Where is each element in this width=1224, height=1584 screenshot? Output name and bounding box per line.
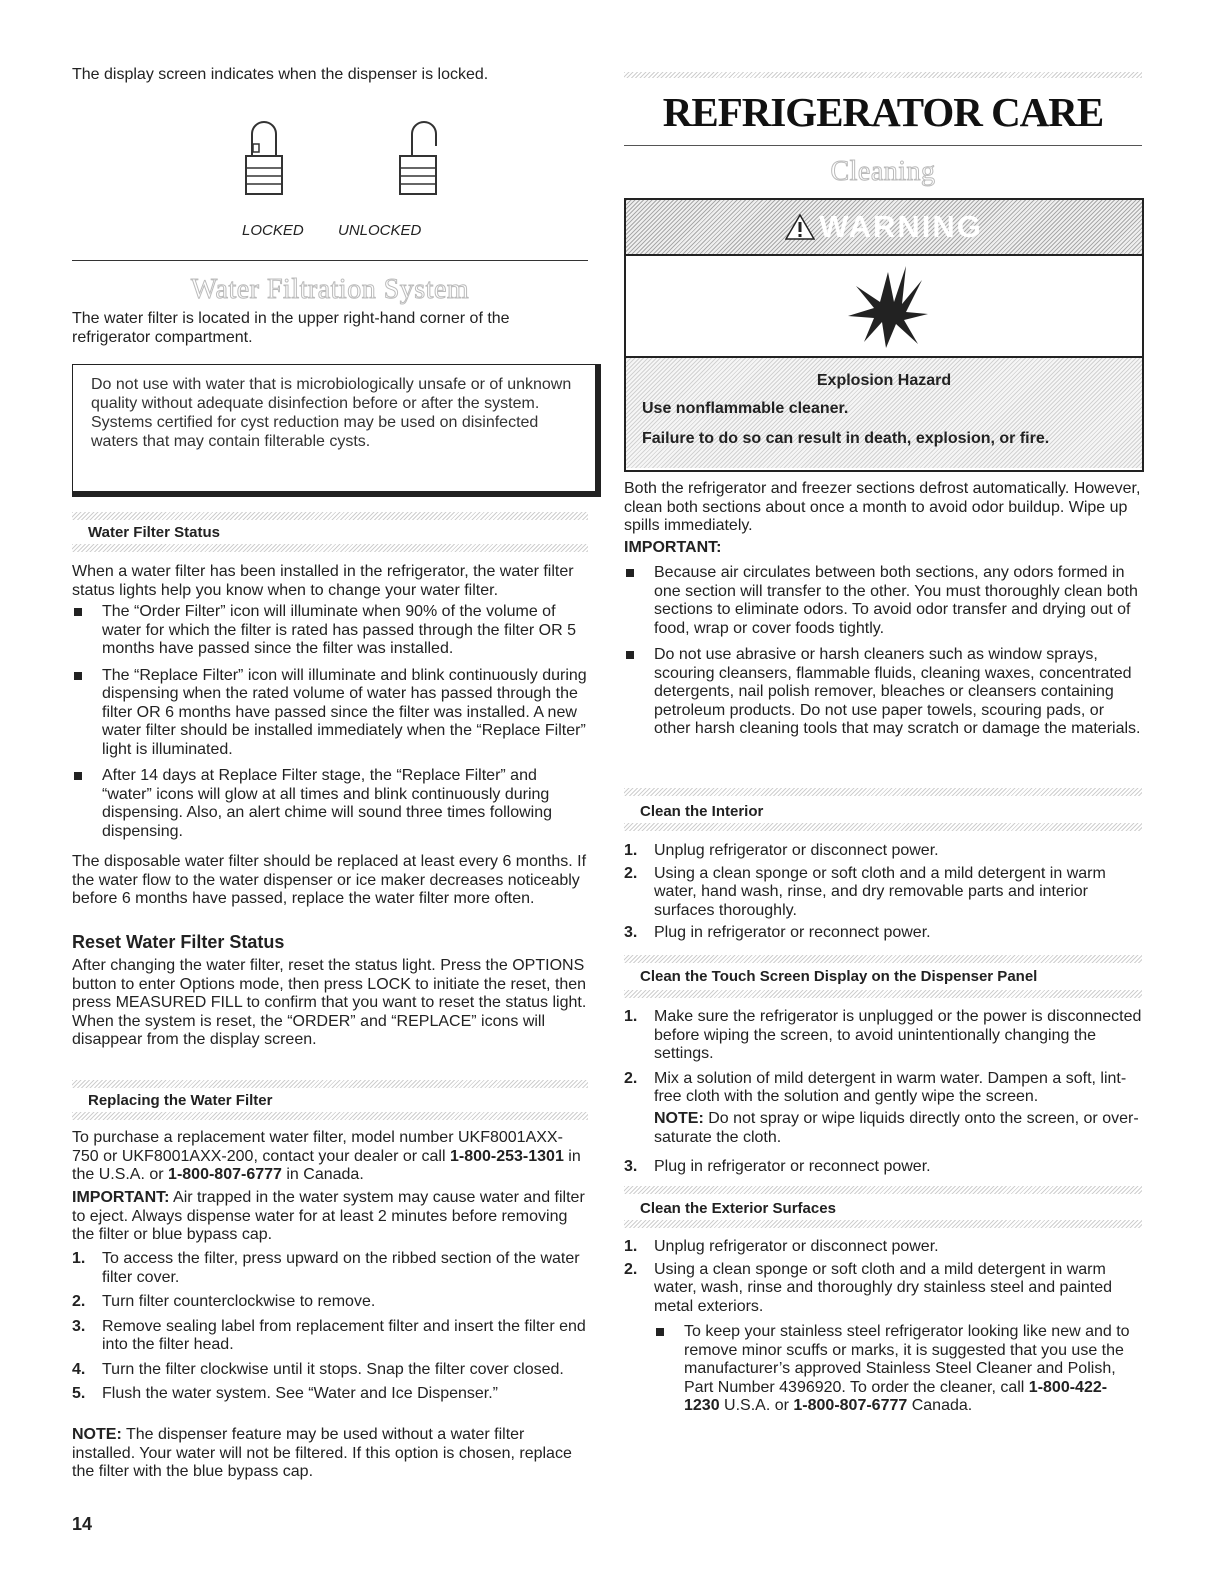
hatch-rule bbox=[72, 544, 588, 552]
interior-steps bbox=[624, 842, 1142, 943]
list-item: 2. Turn filter counterclockwise to remove. bbox=[72, 1293, 376, 1310]
hatch-rule bbox=[72, 512, 588, 520]
list-item: 4. Turn the filter clockwise until it stops. Snap the filter cover closed. bbox=[72, 1360, 564, 1378]
status-heading: Water Filter Status bbox=[88, 524, 220, 541]
list-item: After 14 days at Replace Filter stage, the “Replace Filter” and “water” icons will glow at all times and blink continuously during dispensing. Also, an alert chime will sound three times following dispensing. bbox=[72, 767, 588, 841]
list-item: The “Replace Filter” icon will illuminate and blink continuously during dispensing when the rated volume of water has passed through the filter OR 6 months have passed since the filter was installed. A new water filter should be installed immediately when the “Replace Filter” light is illuminated. bbox=[72, 667, 588, 760]
phone-canada: 1-800-807-6777 bbox=[168, 1166, 282, 1183]
lock-intro: The display screen indicates when the dispenser is locked. bbox=[72, 66, 489, 83]
list-item: 1. Unplug refrigerator or disconnect power. bbox=[624, 1238, 939, 1255]
explosion-icon bbox=[846, 262, 930, 348]
warning-box bbox=[624, 198, 1144, 472]
hatch-rule bbox=[72, 1112, 588, 1120]
phone-us: 1-800-422-1230 bbox=[684, 1378, 1108, 1414]
hatch-rule bbox=[624, 990, 1142, 998]
unlocked-icon bbox=[398, 112, 444, 202]
hazard-title: Explosion Hazard bbox=[816, 372, 952, 389]
hatch-rule bbox=[624, 72, 1142, 78]
list-item: 2. Using a clean sponge or soft cloth and a mild detergent in warm water, wash, rinse and thoroughly dry stainless steel and painted metal exteriors. bbox=[624, 1260, 1113, 1315]
phone-us: 1-800-253-1301 bbox=[449, 1147, 564, 1165]
list-item: 1. Unplug refrigerator or disconnect power. bbox=[624, 842, 939, 859]
touch-steps bbox=[624, 1008, 1142, 1107]
list-item: The “Order Filter” icon will illuminate when 90% of the volume of water for which the filter is rated has passed through the filter OR 5 months have passed since the filter was installed. bbox=[72, 603, 588, 659]
replacing-heading: Replacing the Water Filter bbox=[88, 1092, 273, 1109]
important-label: IMPORTANT: bbox=[624, 539, 722, 556]
list-item: 1. To access the filter, press upward on the ribbed section of the water filter cover. bbox=[72, 1250, 580, 1286]
touch-step-3 bbox=[624, 1158, 1142, 1177]
notice-box bbox=[72, 364, 601, 497]
warning-triangle-icon bbox=[785, 214, 815, 240]
warning-word: WARNING bbox=[819, 209, 983, 244]
exterior-heading: Clean the Exterior Surfaces bbox=[640, 1200, 836, 1217]
list-item: 1. Make sure the refrigerator is unplugged or the power is disconnected before wiping the screen, to avoid unintentionally changing the settings. bbox=[624, 1008, 1142, 1062]
title-rule bbox=[624, 145, 1142, 146]
section-divider bbox=[72, 260, 588, 261]
reset-text: After changing the water filter, reset the status light. Press the OPTIONS button to enter Options mode, then press LOCK to initiate the reset, then press MEASURED FILL to confirm that you want to reset the status light. When the system is reset, the “ORDER” and “REPLACE” icons will disappear from the display screen. bbox=[72, 957, 587, 1048]
locked-label: LOCKED bbox=[242, 222, 304, 239]
list-item: 2. Mix a solution of mild detergent in warm water. Dampen a soft, lint-free cloth with the solution and gently wipe the screen. bbox=[624, 1069, 1127, 1105]
page-number: 14 bbox=[72, 1514, 93, 1534]
warning-pictogram-area bbox=[626, 256, 1142, 358]
hatch-rule bbox=[72, 1080, 588, 1088]
status-text: When a water filter has been installed in the refrigerator, the water filter status lights help you know when to change your water filter. bbox=[72, 563, 574, 599]
cleaning-subtitle: Cleaning bbox=[830, 156, 936, 187]
hatch-rule bbox=[624, 1220, 1142, 1228]
disposable-text: The disposable water filter should be replaced at least every 6 months. If the water flow to the water dispenser or ice maker decreases noticeably before 6 months have passed, replace the water filter more often. bbox=[72, 853, 587, 907]
interior-heading: Clean the Interior bbox=[640, 803, 764, 820]
status-bullet-list bbox=[72, 603, 588, 841]
replace-steps bbox=[72, 1250, 588, 1404]
hatch-rule bbox=[624, 955, 1142, 963]
filtration-text: The water filter is located in the upper right-hand corner of the refrigerator compartment. bbox=[72, 310, 510, 346]
list-item: Do not use abrasive or harsh cleaners such as window sprays, scouring cleansers, flammable fluids, cleaning waxes, concentrated detergents, nail polish remover, bleaches or cleansers containing petroleum products. Do not use paper towels, scouring pads, or other harsh cleaning tools that may scratch or damage the materials. bbox=[624, 646, 1142, 739]
cleaning-intro: Both the refrigerator and freezer sections defrost automatically. However, clean both sections about once a month to avoid odor buildup. Wipe up spills immediately. bbox=[624, 480, 1141, 534]
filtration-title: Water Filtration System bbox=[190, 274, 470, 305]
list-item: 2. Using a clean sponge or soft cloth and a mild detergent in warm water, hand wash, rinse, and dry removable parts and interior surfaces thoroughly. bbox=[624, 864, 1106, 919]
locked-icon bbox=[244, 112, 284, 202]
list-item: 5. Flush the water system. See “Water and Ice Dispenser.” bbox=[72, 1385, 499, 1402]
unlocked-label: UNLOCKED bbox=[338, 222, 422, 239]
hazard-line-1: Use nonflammable cleaner. bbox=[642, 400, 849, 417]
list-item: To keep your stainless steel refrigerator looking like new and to remove minor scuffs or marks, it is suggested that you use the manufacturer’s approved Stainless Steel Cleaner and Polish, Part Number 4396920. To order the cleaner, call 1-800-422-1230 U.S.A. or 1-800-807-6777 Canada. bbox=[654, 1323, 1142, 1416]
reset-heading: Reset Water Filter Status bbox=[72, 932, 285, 952]
list-item: 3. Plug in refrigerator or reconnect power. bbox=[624, 1158, 931, 1175]
warning-text-area bbox=[626, 358, 1142, 468]
purchase-text: To purchase a replacement water filter, model number UKF8001AXX-750 or UKF8001AXX-200, contact your dealer or call 1-800-253-1301 in the U.S.A. or 1-800-807-6777 in Canada. bbox=[72, 1129, 581, 1183]
list-item: 3. Plug in refrigerator or reconnect power. bbox=[624, 924, 931, 941]
hatch-rule bbox=[624, 1186, 1142, 1194]
notice-text: Do not use with water that is microbiologically unsafe or of unknown quality without adequate disinfection before or after the system. Systems certified for cyst reduction may be used on disinfected waters that may contain filterable cysts. bbox=[91, 376, 572, 450]
hatch-rule bbox=[624, 788, 1142, 796]
page-title: REFRIGERATOR CARE bbox=[662, 89, 1104, 135]
hazard-line-2: Failure to do so can result in death, explosion, or fire. bbox=[642, 430, 1050, 447]
exterior-bullet-list bbox=[654, 1323, 1142, 1416]
touch-note: NOTE: Do not spray or wipe liquids directly onto the screen, or over-saturate the cloth. bbox=[654, 1110, 1139, 1146]
touch-heading: Clean the Touch Screen Display on the Dispenser Panel bbox=[640, 968, 1038, 985]
list-item: Because air circulates between both sections, any odors formed in one section will transfer to the other. You must thoroughly clean both sections to eliminate odors. To avoid odor transfer and drying out of food, wrap or cover foods tightly. bbox=[624, 564, 1142, 638]
phone-canada: 1-800-807-6777 bbox=[793, 1397, 908, 1414]
hatch-rule bbox=[624, 823, 1142, 831]
important-text: IMPORTANT: Air trapped in the water system may cause water and filter to eject. Always dispense water for at least 2 minutes before removing the filter or blue bypass cap. bbox=[72, 1189, 585, 1243]
warning-header bbox=[626, 200, 1142, 256]
list-item: 3. Remove sealing label from replacement filter and insert the filter end into the filter head. bbox=[72, 1317, 586, 1353]
important-bullet-list bbox=[624, 564, 1142, 739]
note-text: NOTE: The dispenser feature may be used without a water filter installed. Your water will not be filtered. If this option is chosen, replace the filter with the blue bypass cap. bbox=[72, 1426, 572, 1480]
exterior-steps bbox=[624, 1238, 1142, 1316]
